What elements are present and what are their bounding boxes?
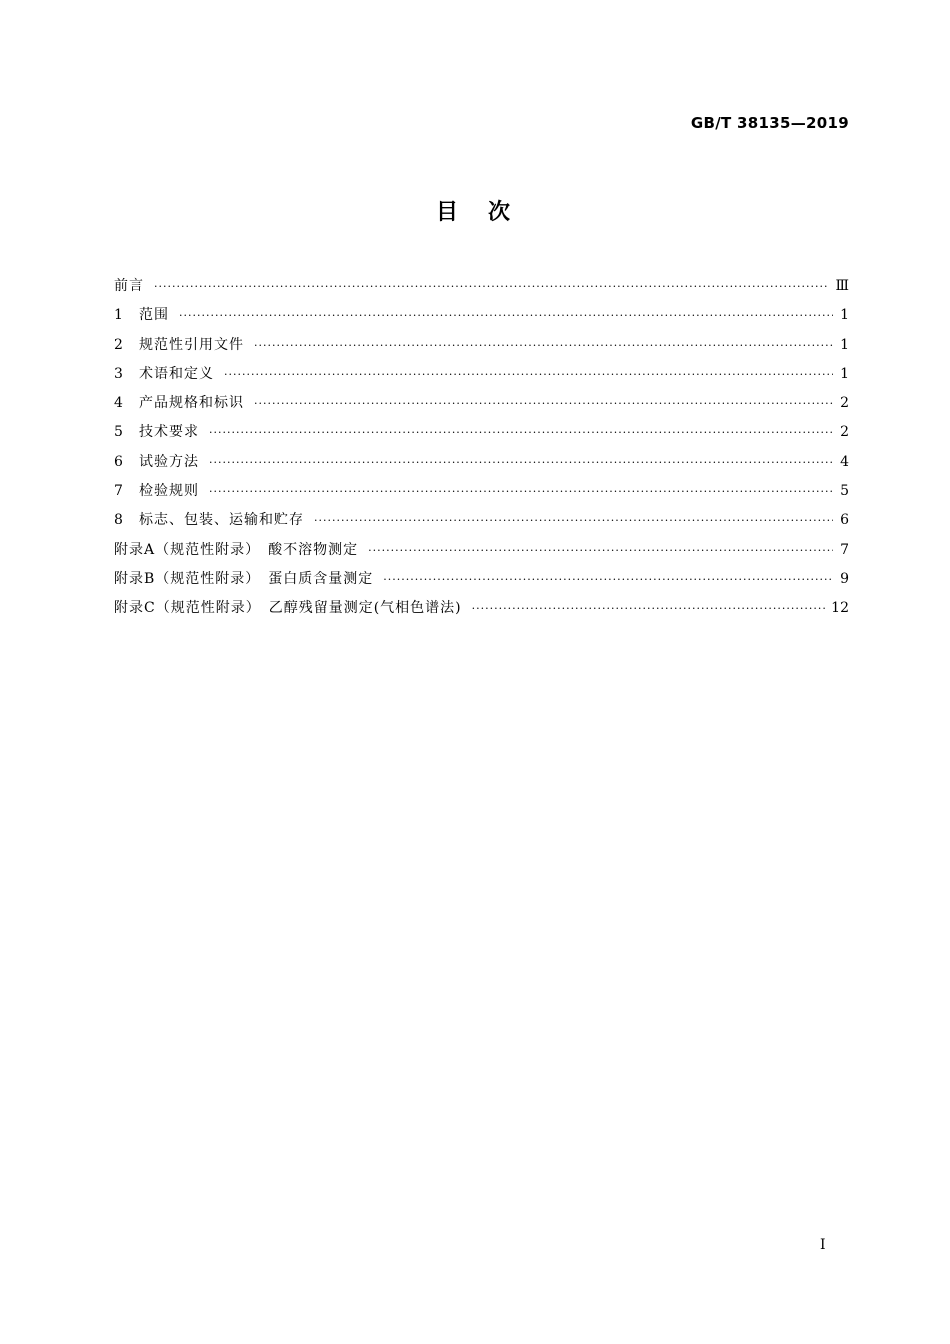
toc-entry-label: 附录B（规范性附录） 蛋白质含量测定 <box>114 570 374 587</box>
toc-leader-dots <box>209 477 833 506</box>
standard-code: GB/T 38135—2019 <box>690 114 849 132</box>
toc-leader-dots <box>314 506 833 535</box>
toc-entry-page: 2 <box>840 424 849 441</box>
toc-entry-7[interactable] <box>114 477 849 506</box>
table-of-contents <box>114 272 849 624</box>
toc-entry-label: 附录A（规范性附录） 酸不溶物测定 <box>114 541 359 558</box>
toc-leader-dots <box>472 594 826 623</box>
toc-entry-foreword[interactable] <box>114 272 849 301</box>
toc-entry-6[interactable] <box>114 448 849 477</box>
toc-entry-page: Ⅲ <box>835 278 849 294</box>
toc-entry-number: 7 <box>114 483 123 500</box>
toc-entry-page: 6 <box>840 512 849 529</box>
page-title: 目 次 <box>435 200 514 225</box>
toc-entry-5[interactable] <box>114 418 849 447</box>
toc-entry-appendix-b[interactable] <box>114 565 849 594</box>
toc-entry-page: 12 <box>831 600 849 617</box>
page-number: I <box>820 1237 826 1253</box>
toc-entry-page: 2 <box>840 395 849 412</box>
toc-leader-dots <box>383 565 833 594</box>
toc-entry-label: 技术要求 <box>139 424 199 441</box>
toc-entry-page: 1 <box>840 365 849 382</box>
toc-entry-label: 前言 <box>114 278 144 294</box>
toc-entry-number: 4 <box>114 395 123 412</box>
toc-entry-appendix-a[interactable] <box>114 536 849 565</box>
toc-entry-label: 附录C（规范性附录） 乙醇残留量测定(气相色谱法) <box>114 600 462 617</box>
toc-entry-label: 规范性引用文件 <box>139 336 244 353</box>
toc-entry-label: 标志、包装、运输和贮存 <box>139 512 304 529</box>
toc-entry-3[interactable] <box>114 360 849 389</box>
toc-entry-label: 术语和定义 <box>139 365 214 382</box>
toc-leader-dots <box>254 389 833 418</box>
toc-leader-dots <box>209 448 833 477</box>
toc-entry-page: 1 <box>840 307 849 324</box>
toc-entry-label: 范围 <box>139 307 169 324</box>
toc-entry-8[interactable] <box>114 506 849 535</box>
toc-entry-number: 3 <box>114 365 123 382</box>
toc-leader-dots <box>254 331 833 360</box>
toc-leader-dots <box>154 272 829 301</box>
toc-leader-dots <box>209 418 833 447</box>
toc-entry-2[interactable] <box>114 331 849 360</box>
toc-entry-page: 9 <box>840 570 849 587</box>
toc-leader-dots <box>179 301 833 330</box>
toc-entry-4[interactable] <box>114 389 849 418</box>
toc-entry-number: 6 <box>114 453 123 470</box>
toc-entry-label: 试验方法 <box>139 453 199 470</box>
toc-entry-page: 4 <box>840 453 849 470</box>
toc-entry-page: 5 <box>840 483 849 500</box>
toc-entry-number: 8 <box>114 512 123 529</box>
toc-entry-number: 1 <box>114 307 123 324</box>
toc-entry-1[interactable] <box>114 301 849 330</box>
toc-leader-dots <box>224 360 833 389</box>
toc-entry-number: 5 <box>114 424 123 441</box>
toc-leader-dots <box>368 536 833 565</box>
toc-entry-number: 2 <box>114 336 123 353</box>
toc-entry-label: 产品规格和标识 <box>139 395 244 412</box>
toc-entry-page: 7 <box>840 541 849 558</box>
toc-entry-page: 1 <box>840 336 849 353</box>
toc-entry-label: 检验规则 <box>139 483 199 500</box>
toc-entry-appendix-c[interactable] <box>114 594 849 623</box>
